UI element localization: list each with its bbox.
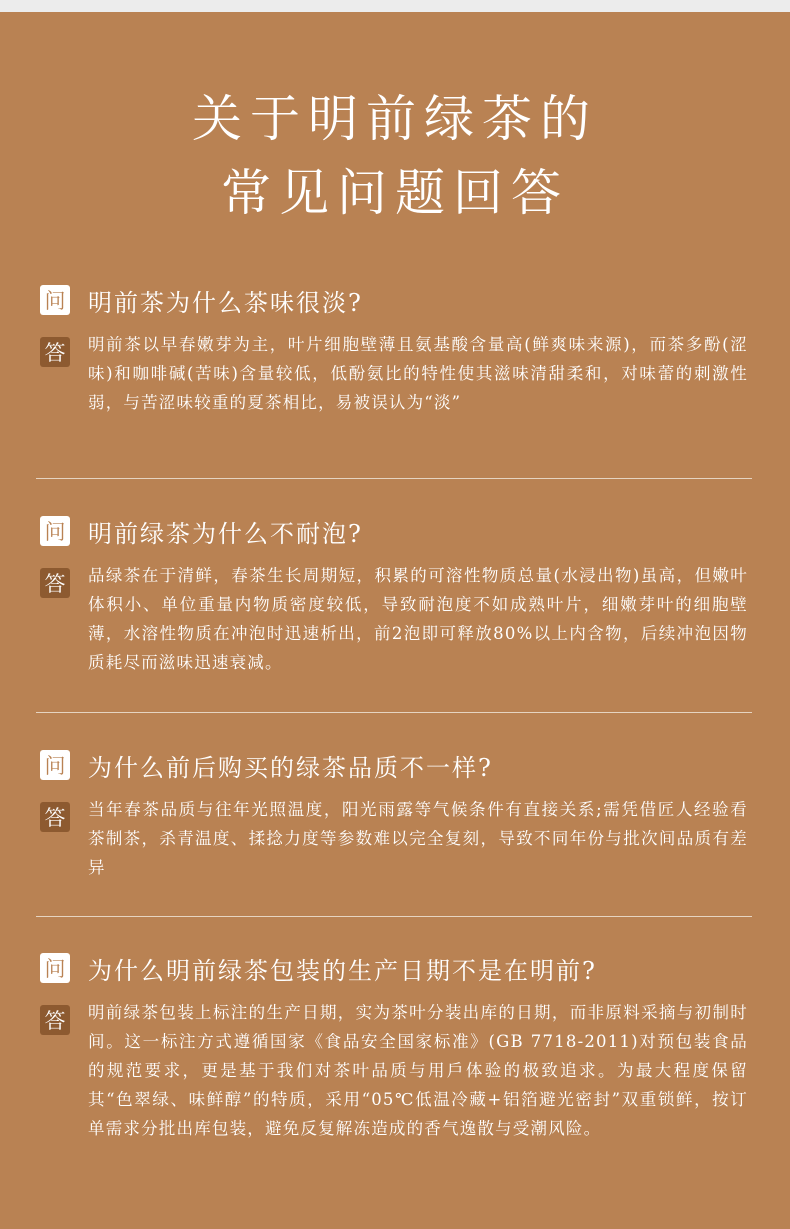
question-badge: 问 [40,750,70,780]
question-row [40,749,493,781]
answer-text: 品绿茶在于清鲜，春茶生长周期短，积累的可溶性物质总量(水浸出物)虽高，但嫩叶体积小、单位重量内物质密度较低，导致耐泡度不如成熟叶片，细嫩芽叶的细胞壁薄，水溶性物质在冲泡时迅速析出，前2泡即可释放80%以上内含物，后续冲泡因物质耗尽而滋味迅速衰减。 [88,566,748,672]
answer-badge: 答 [40,568,70,598]
question-row [40,952,597,984]
answer-badge: 答 [40,802,70,832]
title-line-2: 常见问题回答 [221,164,569,222]
answer-text: 当年春茶品质与往年光照温度，阳光雨露等气候条件有直接关系;需凭借匠人经验看茶制茶，杀青温度、揉捻力度等参数难以完全复刻，导致不同年份与批次间品质有差异 [88,800,748,877]
question-badge: 问 [40,285,70,315]
divider [36,916,752,917]
question-badge: 问 [40,516,70,546]
question-text: 为什么前后购买的绿茶品质不一样? [88,753,493,782]
answer-text: 明前茶以早春嫩芽为主，叶片细胞壁薄且氨基酸含量高(鲜爽味来源)，而茶多酚(涩味)和咖啡碱(苦味)含量较低，低酚氨比的特性使其滋味清甜柔和，对味蕾的刺激性弱，与苦涩味较重的夏茶相比，易被误认为“淡” [88,335,748,412]
top-strip [0,0,790,12]
title-line-1: 关于明前绿茶的 [192,90,598,148]
question-row [40,284,363,316]
answer-text: 明前绿茶包装上标注的生产日期，实为茶叶分装出库的日期，而非原料采摘与初制时间。这一标注方式遵循国家《食品安全国家标准》(GB 7718-2011)对预包装食品的规范要求，更是基于我们对茶叶品质与用戶体验的极致追求。为最大程度保留其“色翠绿、味鲜醇”的特质，采用“05℃低温冷藏+铝箔避光密封”双重锁鲜，按订单需求分批出库包装，避免反复解冻造成的香气逸散与受潮风险。 [88,1003,748,1138]
question-row [40,515,363,547]
question-badge: 问 [40,953,70,983]
answer-badge: 答 [40,1005,70,1035]
question-text: 明前绿茶为什么不耐泡? [88,519,363,548]
question-text: 明前茶为什么茶味很淡? [88,288,363,317]
divider [36,478,752,479]
answer-badge: 答 [40,337,70,367]
question-text: 为什么明前绿茶包装的生产日期不是在明前? [88,956,597,985]
page-title [0,82,790,230]
faq-panel [0,12,790,1229]
divider [36,712,752,713]
